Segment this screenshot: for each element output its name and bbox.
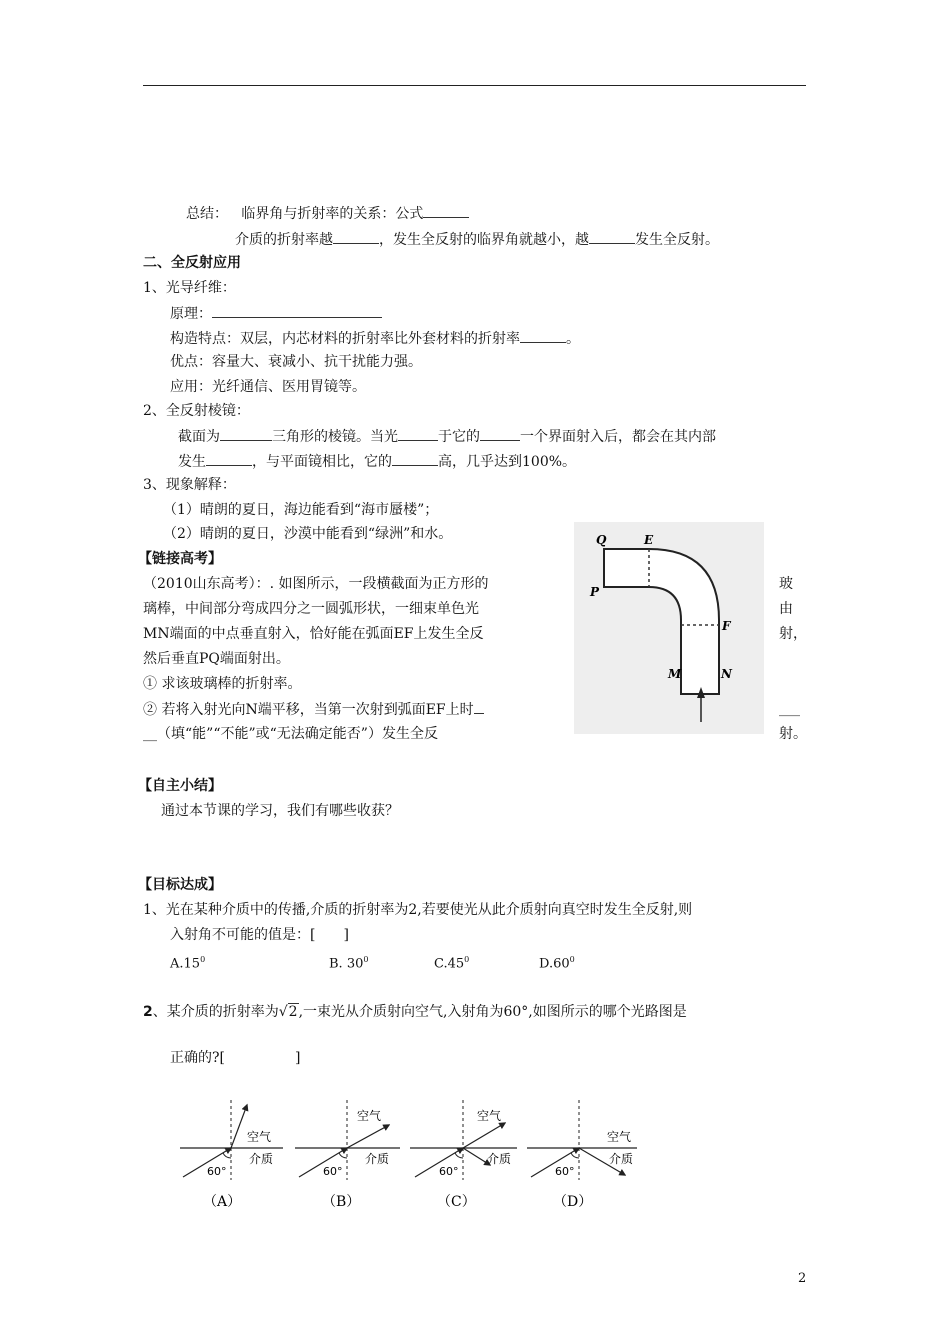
goal-q1-line-1: 1、光在某种介质中的传播,介质的折射率为2,若要使光从此介质射向真空时发生全反射,则 [143,902,693,918]
phenomena-title: 3、现象解释： [143,477,236,493]
option-d-sup: 0 [569,955,575,964]
option-a-label: A.15 [170,956,201,972]
gaokao-line-3-end: 射， [779,626,807,642]
summary-line-2 [235,229,719,250]
diagram-b-angle: 60° [323,1165,343,1178]
prism-blank-shape[interactable] [220,426,272,441]
gaokao-question-2b: __（填“能”“不能”或“无法确定能否”）发生全反 [143,726,438,742]
summary-line-1 [186,203,469,224]
summary-label: 总结： [186,206,228,222]
diagram-b-air: 空气 [357,1109,382,1123]
fiber-applications: 应用：光纤通信、医用胃镜等。 [170,379,366,395]
label-m: M [668,667,682,681]
formula-blank[interactable] [423,203,469,218]
diagram-d-medium: 介质 [609,1152,634,1166]
prism-blank-phenomenon[interactable] [206,451,252,466]
principle-blank[interactable] [212,303,382,318]
fiber-advantages: 优点：容量大、衰减小、抗干扰能力强。 [170,354,422,370]
gaokao-line-1: （2010山东高考）：. 如图所示，一段横截面为正方形的 [143,576,489,592]
prism-text-d: 一个界面射入后，都会在其内部 [520,429,716,445]
goal-q1-option-b[interactable] [329,950,368,974]
prism-blank-property[interactable] [392,451,438,466]
diagram-b-medium: 介质 [365,1152,390,1166]
summary-text-a: 介质的折射率越 [235,232,333,248]
diagram-c-caption: （C） [437,1194,476,1210]
diagram-c-angle: 60° [439,1165,459,1178]
gaokao-line-1-end: 玻 [779,576,793,592]
refraction-diagrams [175,1095,645,1220]
self-summary-text: 通过本节课的学习，我们有哪些收获？ [161,803,399,819]
prism-line-1 [178,426,716,447]
prism-line-2 [178,451,576,472]
option-b-sup: 0 [363,955,369,964]
summary-formula-text: 临界角与折射率的关系：公式 [241,206,424,222]
diagram-c[interactable] [410,1100,517,1210]
goal-q2-number: 2 [143,1004,153,1020]
prism-text-a: 截面为 [178,429,220,445]
prism-blank-face[interactable] [480,426,520,441]
prism-text-f: ，与平面镜相比，它的 [252,454,392,470]
gaokao-question-2b-end: 射。 [779,726,807,742]
blank-index-compare[interactable] [333,229,379,244]
gaokao-title: 【链接高考】 [138,551,222,567]
gaokao-line-2-end: 由 [779,601,793,617]
summary-text-c: 发生全反射。 [635,232,719,248]
goal-q1-option-c[interactable] [434,950,469,974]
label-p: P [590,585,600,599]
prism-text-g: 高，几乎达到100%。 [438,454,577,470]
sqrt-symbol: √2 [278,1004,298,1020]
diagram-d-angle: 60° [555,1165,575,1178]
label-q: Q [596,533,607,547]
goal-q2-text-a: 、某介质的折射率为 [152,1004,279,1020]
glass-rod-diagram [574,522,764,734]
gaokao-q2-text: ② 若将入射光向N端平移，当第一次射到弧面EF上时 [143,702,474,718]
diagram-a[interactable] [180,1100,283,1210]
fiber-title: 1、光导纤维： [143,280,236,296]
diagram-a-angle: 60° [207,1165,227,1178]
blank-easier[interactable] [589,229,635,244]
section-title-applications: 二、全反射应用 [143,255,241,271]
goal-q1-option-d[interactable] [539,950,575,974]
diagram-a-air: 空气 [247,1130,272,1144]
prism-title: 2、全反射棱镜： [143,403,250,419]
refraction-diagrams-svg [175,1095,645,1220]
gaokao-q2-blank[interactable] [474,699,484,714]
prism-blank-direction[interactable] [398,426,438,441]
gaokao-line-2: 璃棒，中间部分弯成四分之一圆弧形状，一细束单色光 [143,601,479,617]
header-rule [143,85,806,86]
diagram-a-medium: 介质 [249,1152,274,1166]
prism-text-e: 发生 [178,454,206,470]
prism-text-c: 于它的 [438,429,480,445]
label-f: F [722,619,731,633]
gaokao-line-3: MN端面的中点垂直射入，恰好能在弧面EF上发生全反 [143,626,484,642]
diagram-a-caption: （A） [203,1194,242,1210]
summary-text-b: ，发生全反射的临界角就越小，越 [379,232,589,248]
goal-q2-line-1 [143,1002,687,1022]
diagram-b[interactable] [295,1100,400,1210]
gaokao-question-2a-end: ___ [779,701,800,717]
diagram-c-medium: 介质 [487,1152,512,1166]
goal-q2-line-2: 正确的?[ ] [170,1050,301,1066]
self-summary-title: 【自主小结】 [138,778,222,794]
diagram-d-caption: （D） [553,1194,593,1210]
label-e: E [644,533,654,547]
gaokao-line-4: 然后垂直PQ端面射出。 [143,651,290,667]
phenomena-item-2: （2）晴朗的夏日，沙漠中能看到“绿洲”和水。 [163,526,453,542]
goals-title: 【目标达成】 [138,877,222,893]
goal-q1-line-2: 入射角不可能的值是：[ ] [170,927,349,943]
fiber-principle [170,303,382,324]
fiber-structure-text: 构造特点：双层，内芯材料的折射率比外套材料的折射率 [170,331,520,347]
prism-text-b: 三角形的棱镜。当光 [272,429,398,445]
fiber-structure-end: 。 [566,331,580,347]
fiber-principle-label: 原理： [170,306,212,322]
option-c-label: C.45 [434,956,465,972]
page-number: 2 [798,1271,807,1286]
fiber-structure [170,328,580,349]
label-n: N [721,667,732,681]
goal-q2-text-b: ,一束光从介质射向空气,入射角为60°,如图所示的哪个光路图是 [298,1004,687,1020]
option-c-sup: 0 [464,955,470,964]
goal-q1-option-a[interactable] [170,950,205,974]
diagram-c-air: 空气 [477,1109,502,1123]
gaokao-question-1: ① 求该玻璃棒的折射率。 [143,676,302,692]
option-a-sup: 0 [200,955,206,964]
diagram-d-air: 空气 [607,1130,632,1144]
diagram-b-caption: （B） [322,1194,361,1210]
option-d-label: D.60 [539,956,570,972]
phenomena-item-1: （1）晴朗的夏日，海边能看到“海市蜃楼”； [163,502,439,518]
diagram-d[interactable] [527,1100,637,1210]
gaokao-question-2a [143,699,484,720]
structure-blank[interactable] [520,328,566,343]
option-b-label: B. 30 [329,956,364,972]
sqrt-radicand: 2 [288,1004,298,1020]
glass-rod-figure [574,522,764,734]
